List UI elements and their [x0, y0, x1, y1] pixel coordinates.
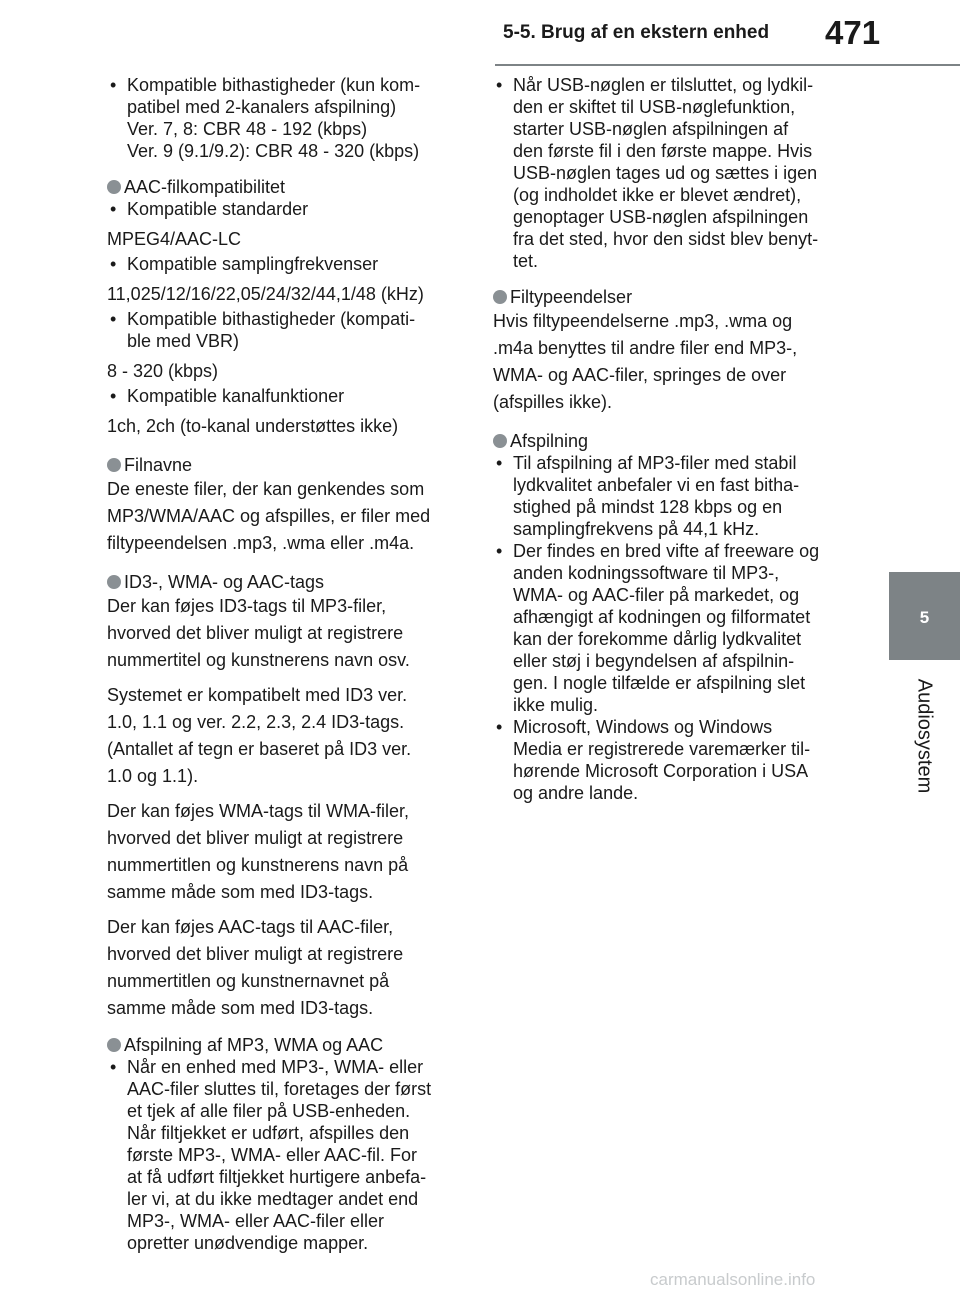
text-line: Ver. 7, 8: CBR 48 - 192 (kbps) [127, 119, 368, 139]
heading-text: Afspilning af MP3, WMA og AAC [124, 1035, 384, 1055]
text-line: AAC-filer sluttes til, foretages der først [127, 1079, 432, 1099]
text-line: den er skiftet til USB-nøglefunktion, [513, 97, 796, 117]
circle-bullet-icon [493, 290, 507, 304]
text-line: starter USB-nøglen afspilningen af [513, 119, 789, 139]
text-line: • Når en enhed med MP3-, WMA- eller [127, 1057, 424, 1077]
text-line: Hvis filtypeendelserne .mp3, .wma og [493, 311, 793, 331]
text-line: kan der forekomme dårlig lydkvalitet [513, 629, 802, 649]
bullet-channels [107, 385, 463, 407]
text-line: Der kan føjes WMA-tags til WMA-filer, [107, 801, 410, 821]
text-line: ler vi, at du ikke medtager andet end [127, 1189, 419, 1209]
text-line: anden kodningssoftware til MP3-, [513, 563, 780, 583]
text-line: Kompatible standarder [127, 199, 309, 219]
heading-extensions [493, 286, 851, 308]
text-line: et tjek af alle filer på USB-enheden. [127, 1101, 411, 1121]
para-mpeg: MPEG4/AAC-LC [107, 229, 242, 249]
bullet-bitrates-mp3 [107, 74, 463, 162]
heading-aac [107, 176, 463, 198]
para-channels: 1ch, 2ch (to-kanal understøttes ikke) [107, 416, 399, 436]
text-line: hvorved det bliver muligt at registrere [107, 623, 404, 643]
chapter-title: Audiosystem [913, 678, 936, 794]
text-line: den første fil i den første mappe. Hvis [513, 141, 813, 161]
bullet-file-check [107, 1056, 463, 1254]
para-wma-tags [107, 798, 463, 906]
text-line: afhængigt af kodningen og filformatet [513, 607, 811, 627]
para-filenames [107, 476, 463, 557]
text-line: nummertitel og kunstnerens navn osv. [107, 650, 410, 670]
heading-text: Afspilning [510, 431, 589, 451]
text-line: filtypeendelsen .mp3, .wma eller .m4a. [107, 533, 415, 553]
text-line: nummertitlen og kunstnernavnet på [107, 971, 390, 991]
text-line: Når filtjekket er udført, afspilles den [127, 1123, 410, 1143]
bullet-bitrates-aac [107, 308, 463, 352]
text-line: (Antallet af tegn er baseret på ID3 ver. [107, 739, 412, 759]
text-line: Kompatible samplingfrekvenser [127, 254, 379, 274]
text-line: MP3/WMA/AAC og afspilles, er filer med [107, 506, 431, 526]
para-bitrates: 8 - 320 (kbps) [107, 361, 219, 381]
text-line: første MP3-, WMA- eller AAC-fil. For [127, 1145, 418, 1165]
text-line: lydkvalitet anbefaler vi en fast bitha- [513, 475, 800, 495]
circle-bullet-icon [107, 575, 121, 589]
text-line: • Kompatible bithastigheder (kompati- [127, 309, 416, 329]
text-line: gen. I nogle tilfælde er afspilning slet [513, 673, 806, 693]
section-title: 5-5. Brug af en ekstern enhed [503, 22, 770, 43]
text-line: fra det sted, hvor den sidst blev benyt- [513, 229, 819, 249]
bullet-standards [107, 198, 463, 220]
page-header [495, 0, 960, 74]
bullet-frequencies [107, 253, 463, 275]
text-line: hvorved det bliver muligt at registrere [107, 944, 404, 964]
para-extensions [493, 308, 851, 416]
header-rule [495, 64, 960, 66]
text-line: hørende Microsoft Corporation i USA [513, 761, 809, 781]
watermark: carmanualsonline.info [650, 1270, 816, 1289]
text-line: Kompatible kanalfunktioner [127, 386, 345, 406]
heading-text: AAC-filkompatibilitet [124, 177, 286, 197]
text-line: De eneste filer, der kan genkendes som [107, 479, 425, 499]
circle-bullet-icon [107, 180, 121, 194]
text-line: 1.0, 1.1 og ver. 2.2, 2.3, 2.4 ID3-tags. [107, 712, 405, 732]
right-column [493, 74, 851, 804]
bullet-usb-resume [493, 74, 851, 272]
text-line: patibel med 2-kanalers afspilning) [127, 97, 397, 117]
bullet-trademarks [493, 716, 851, 804]
bullet-stable-quality [493, 452, 851, 540]
text-line: nummertitlen og kunstnerens navn på [107, 855, 409, 875]
text-line: 1.0 og 1.1). [107, 766, 199, 786]
text-line: MP3-, WMA- eller AAC-filer eller [127, 1211, 385, 1231]
text-line: • Microsoft, Windows og Windows [513, 717, 773, 737]
circle-bullet-icon [107, 1038, 121, 1052]
text-line: Media er registrerede varemærker til- [513, 739, 811, 759]
heading-filenames [107, 454, 463, 476]
heading-text: Filnavne [124, 455, 193, 475]
para-aac-tags [107, 914, 463, 1022]
circle-bullet-icon [493, 434, 507, 448]
bullet-encoding-software [493, 540, 851, 716]
heading-playback [493, 430, 851, 452]
text-line: stighed på mindst 128 kbps og en [513, 497, 783, 517]
text-line: ble med VBR) [127, 331, 240, 351]
text-line: tet. [513, 251, 539, 271]
text-line: genoptager USB-nøglen afspilningen [513, 207, 809, 227]
chapter-number: 5 [919, 608, 930, 627]
heading-text: ID3-, WMA- og AAC-tags [124, 572, 325, 592]
circle-bullet-icon [107, 458, 121, 472]
text-line: • Der findes en bred vifte af freeware og [513, 541, 820, 561]
text-line: hvorved det bliver muligt at registrere [107, 828, 404, 848]
para-id3-tags [107, 593, 463, 674]
text-line: samplingfrekvens på 44,1 kHz. [513, 519, 760, 539]
text-line: (og indholdet ikke er blevet ændret), [513, 185, 802, 205]
text-line: at få udført filtjekket hurtigere anbefa- [127, 1167, 427, 1187]
chapter-tab [889, 572, 960, 660]
text-line: samme måde som med ID3-tags. [107, 998, 374, 1018]
text-line: Der kan føjes AAC-tags til AAC-filer, [107, 917, 394, 937]
text-line: (afspilles ikke). [493, 392, 613, 412]
text-line: .m4a benyttes til andre filer end MP3-, [493, 338, 798, 358]
para-id3-versions [107, 682, 463, 790]
text-line: og andre lande. [513, 783, 639, 803]
left-column [107, 74, 463, 1254]
text-line: • Kompatible bithastigheder (kun kom- [127, 75, 421, 95]
text-line: • Når USB-nøglen er tilsluttet, og lydkil- [513, 75, 814, 95]
heading-playback-mp3 [107, 1034, 463, 1056]
para-frequencies: 11,025/12/16/22,05/24/32/44,1/48 (kHz) [107, 284, 424, 304]
text-line: WMA- og AAC-filer på markedet, og [513, 585, 800, 605]
text-line: opretter unødvendige mapper. [127, 1233, 369, 1253]
text-line: Systemet er kompatibelt med ID3 ver. [107, 685, 408, 705]
text-line: • Til afspilning af MP3-filer med stabil [513, 453, 797, 473]
text-line: USB-nøglen tages ud og sættes i igen [513, 163, 818, 183]
text-line: eller støj i begyndelsen af afspilnin- [513, 651, 795, 671]
text-line: Der kan føjes ID3-tags til MP3-filer, [107, 596, 387, 616]
text-line: ikke mulig. [513, 695, 599, 715]
heading-tags [107, 571, 463, 593]
text-line: Ver. 9 (9.1/9.2): CBR 48 - 320 (kbps) [127, 141, 420, 161]
heading-text: Filtypeendelser [510, 287, 633, 307]
chapter-label [909, 672, 939, 800]
text-line: WMA- og AAC-filer, springes de over [493, 365, 787, 385]
text-line: samme måde som med ID3-tags. [107, 882, 374, 902]
page-number: 471 [825, 14, 881, 51]
